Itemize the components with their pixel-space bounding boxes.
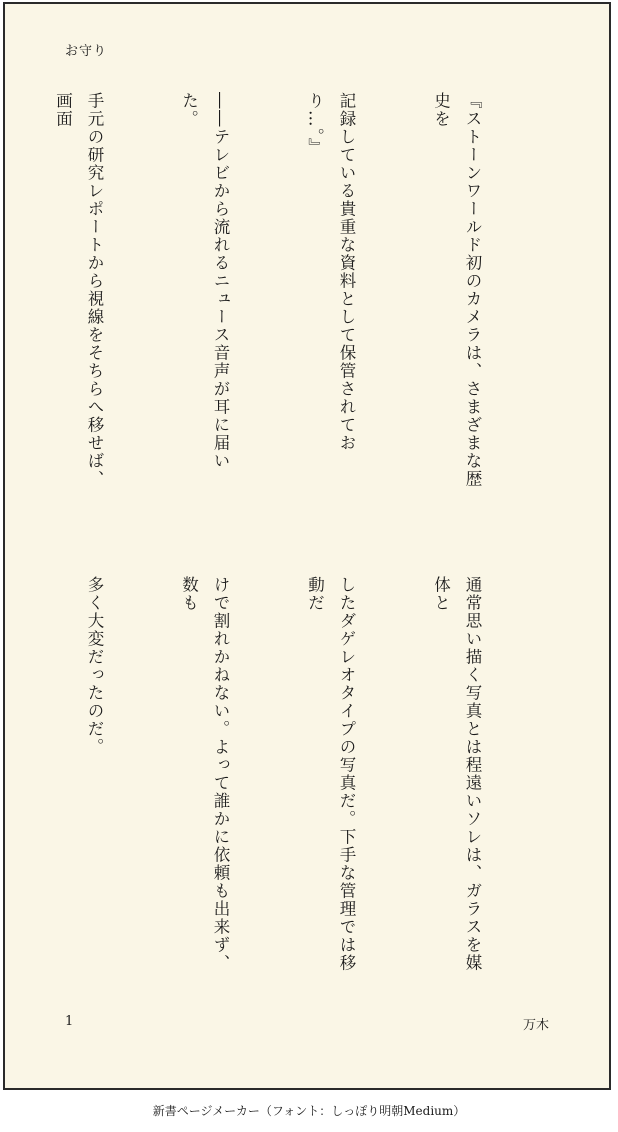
novel-page (3, 2, 611, 1090)
text-line: 記録している貴重な資料として保管されており…。』 (305, 92, 356, 452)
text-line: したダゲレオタイプの写真だ。下手な管理では移動だ (305, 576, 356, 972)
text-line: 通常思い描く写真とは程遠いソレは、ガラスを媒体と (431, 576, 482, 972)
bottom-text-block (51, 576, 551, 988)
page-number: 1 (65, 1014, 74, 1029)
text-line: 『ストーンワールド初のカメラは、さまざまな歴史を (431, 92, 482, 488)
text-line: ――テレビから流れるニュース音声が耳に届いた。 (179, 92, 230, 470)
top-text-block (51, 92, 551, 492)
generator-caption: 新書ページメーカー（フォント：しっぽり明朝Medium） (152, 1104, 466, 1118)
text-line: 多く大変だったのだ。 (85, 576, 104, 756)
page-header-title: お守り (65, 44, 108, 59)
author-name: 万木 (522, 1018, 549, 1033)
text-line: 手元の研究レポートから視線をそちらへ移せば、画面 (53, 92, 104, 488)
text-line: けで割れかねない。よって誰かに依頼も出来ず、数も (179, 576, 230, 972)
